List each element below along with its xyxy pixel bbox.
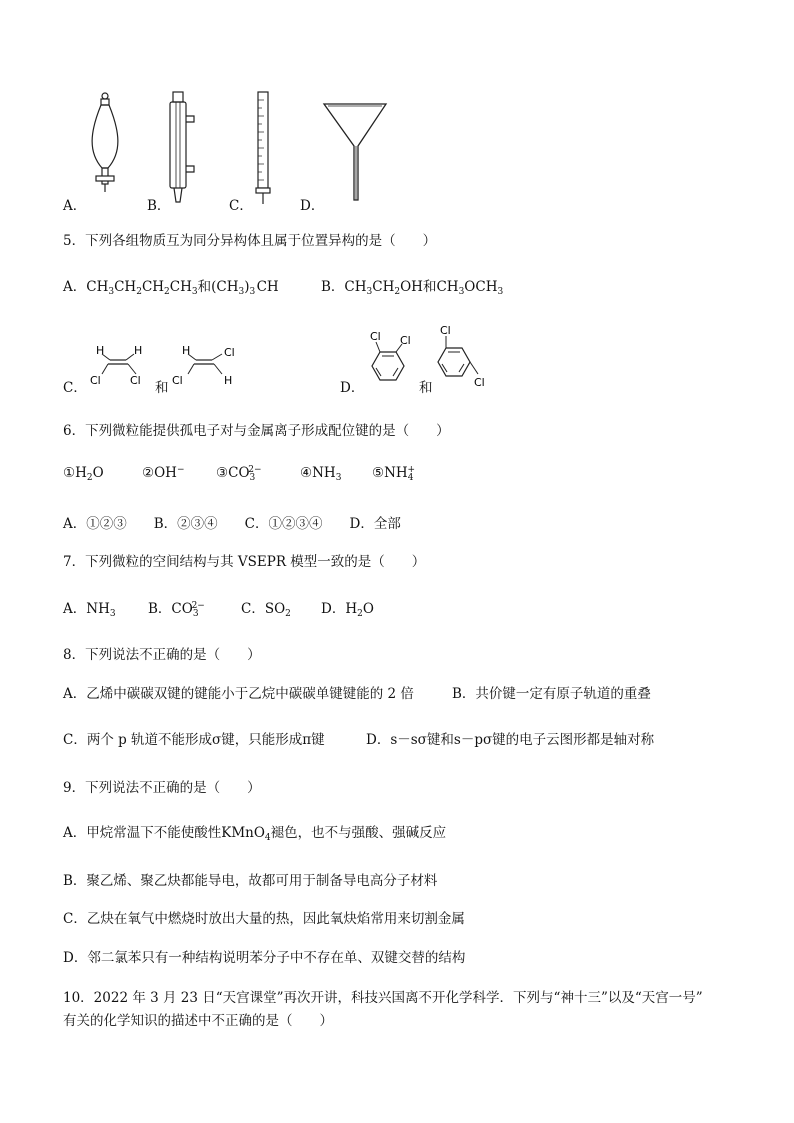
- q9-option-d: D．邻二氯苯只有一种结构说明苯分子中不存在单、双键交替的结构: [63, 950, 466, 966]
- q5-option-b: B．$CH_3CH_2OH$和$CH_3OCH_3$: [321, 279, 504, 297]
- q7-option-b: B．$CO_3^{2-}$: [148, 601, 205, 619]
- trans-cl1-label: Cl: [224, 346, 235, 359]
- cis-cl2-label: Cl: [130, 374, 141, 387]
- meta-cl1-label: Cl: [440, 324, 451, 337]
- cis-cl1-label: Cl: [90, 374, 101, 387]
- trans-h1-label: H: [182, 344, 191, 357]
- cis-h1-label: H: [96, 344, 105, 357]
- q7-option-c: C．$SO_2$: [241, 601, 291, 619]
- q10-stem-line2: 有关的化学知识的描述中不正确的是（ ）: [63, 1013, 333, 1029]
- q9-option-a: A．甲烷常温下不能使酸性KMnO$_4$褪色，也不与强酸、强碱反应: [63, 825, 447, 843]
- trans-dichloroethene-structure: [172, 344, 248, 388]
- q6-item-2: ②OH−: [142, 465, 185, 481]
- condenser-tube-icon: [162, 92, 198, 204]
- q6-item-4: $④NH_3$: [300, 465, 342, 483]
- q8-option-d: D．s－sσ键和s－pσ键的电子云图形都是轴对称: [366, 732, 655, 748]
- burette-icon: [252, 92, 274, 204]
- q8-option-c: C．两个 p 轨道不能形成σ键，只能形成π键: [63, 732, 325, 748]
- trans-cl2-label: Cl: [172, 374, 183, 387]
- q7-option-a: A．$NH_3$: [63, 601, 116, 619]
- ortho-cl1-label: Cl: [370, 330, 381, 343]
- trans-h2-label: H: [224, 374, 233, 387]
- q5-c-and: 和: [155, 380, 169, 396]
- q6-item-1: $①H_2O$: [63, 465, 104, 483]
- funnel-icon: [322, 100, 388, 204]
- q6-item-5: $⑤NH_4^+$: [372, 465, 415, 483]
- meta-cl2-label: Cl: [474, 376, 485, 389]
- q5-option-d-label: D．: [340, 380, 365, 396]
- q9-option-c: C．乙炔在氧气中燃烧时放出大量的热，因此氧炔焰常用来切割金属: [63, 911, 465, 927]
- q6-options: A．①②③ B．②③④ C．①②③④ D．全部: [63, 516, 401, 532]
- q4-option-b: B．: [147, 198, 171, 214]
- q10-stem-line1: 10．2022 年 3 月 23 日“天宫课堂”再次开讲，科技兴国离不开化学科学．下列与“神十三”以及“天宫一号”: [63, 990, 703, 1006]
- q5-option-a: A．$CH_3CH_2CH_2CH_3$和$(CH_3)_3$ CH: [63, 279, 279, 297]
- q5-option-c-label: C．: [63, 380, 87, 396]
- q9-stem: 9．下列说法不正确的是（ ）: [63, 780, 261, 796]
- q4-option-c: C．: [229, 198, 253, 214]
- q8-stem: 8．下列说法不正确的是（ ）: [63, 647, 261, 663]
- q7-stem: 7．下列微粒的空间结构与其 VSEPR 模型一致的是（ ）: [63, 554, 426, 570]
- q8-option-b: B．共价键一定有原子轨道的重叠: [452, 686, 651, 702]
- q6-stem: 6．下列微粒能提供孤电子对与金属离子形成配位键的是（ ）: [63, 423, 450, 439]
- ortho-cl2-label: Cl: [400, 334, 411, 347]
- ortho-dichlorobenzene-structure: [360, 330, 420, 390]
- q4-option-d: D．: [300, 198, 325, 214]
- q5-stem: 5．下列各组物质互为同分异构体且属于位置异构的是（ ）: [63, 233, 437, 249]
- separatory-funnel-icon: [80, 92, 130, 192]
- q9-option-b: B．聚乙烯、聚乙炔都能导电，故都可用于制备导电高分子材料: [63, 873, 438, 889]
- meta-dichlorobenzene-structure: [432, 322, 502, 392]
- q6-item-3: $③CO_3^{2-}$: [216, 465, 262, 483]
- q5-d-and: 和: [419, 380, 433, 396]
- cis-h2-label: H: [134, 344, 143, 357]
- cis-dichloroethene-structure: [88, 344, 158, 388]
- q4-option-a: A．: [63, 198, 87, 214]
- q7-option-d: D．$H_2O$: [321, 601, 374, 619]
- q8-option-a: A．乙烯中碳碳双键的键能小于乙烷中碳碳单键键能的 2 倍: [63, 686, 414, 702]
